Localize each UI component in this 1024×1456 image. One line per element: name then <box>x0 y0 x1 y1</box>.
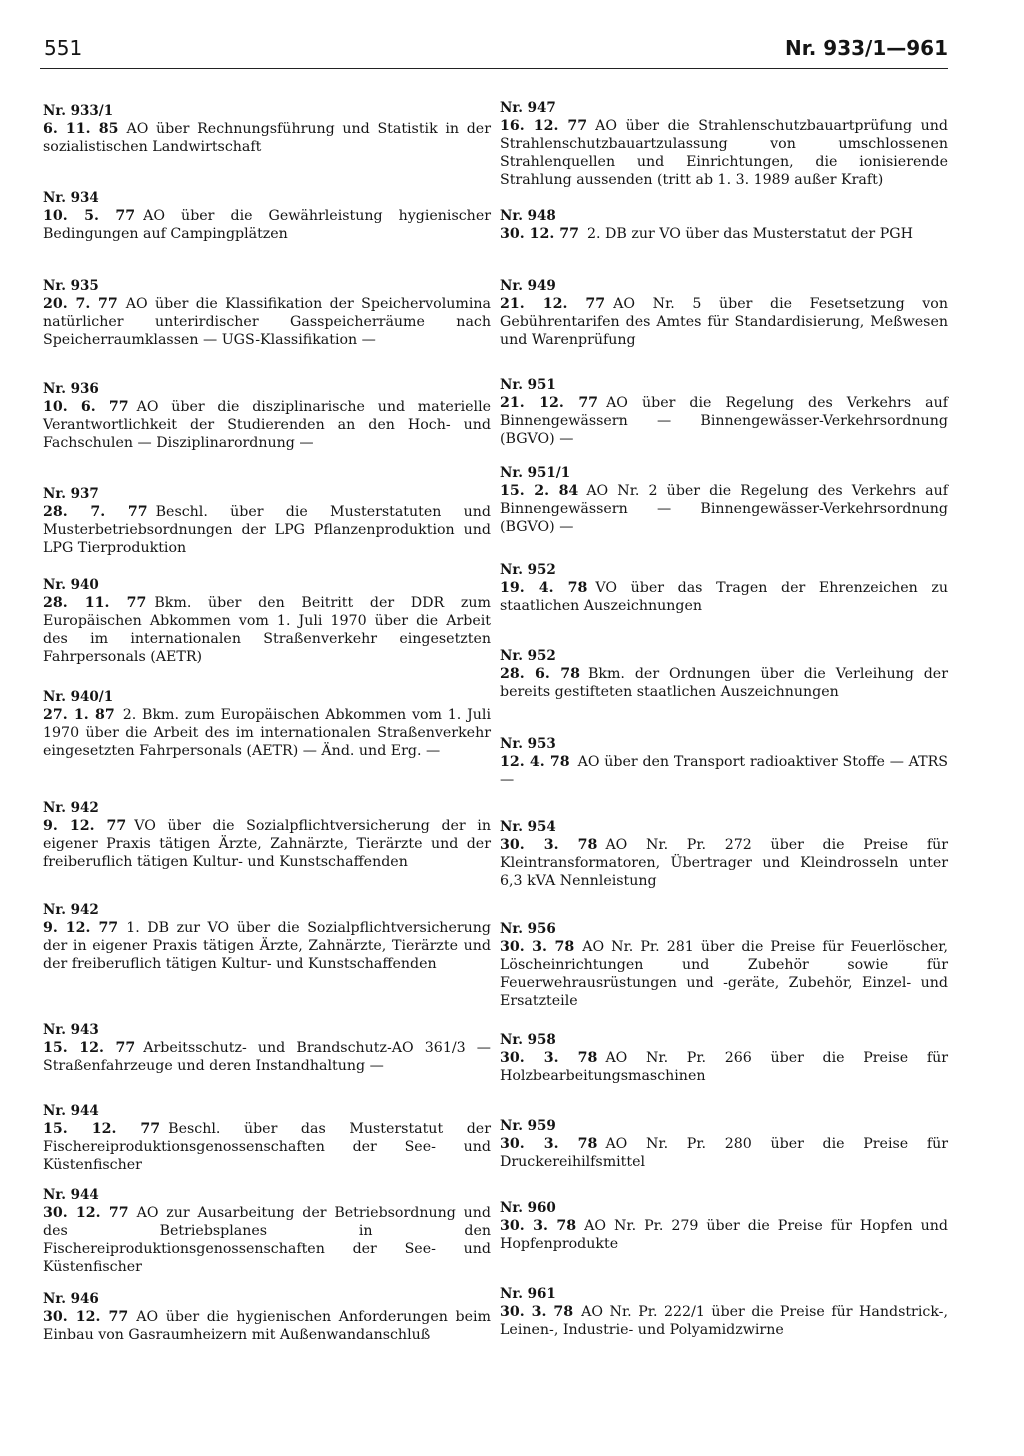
entry-number: Nr. 937 <box>43 486 99 502</box>
entry-text: AO Nr. 2 über die Regelung des Verkehrs auf Binnengewässern — Binnengewässer-Verkehrsordnung (BGVO) — <box>500 483 948 535</box>
entry-text: AO über Rechnungsführung und Statistik in der sozialistischen Landwirtschaft <box>43 121 491 155</box>
entry-body <box>43 295 491 349</box>
entry-date: 27. 1. 87 <box>43 707 115 723</box>
entry-body <box>43 1204 491 1276</box>
entry-date: 28. 11. 77 <box>43 595 147 611</box>
entry-date: 30. 3. 78 <box>500 939 575 955</box>
entry-date: 30. 3. 78 <box>500 1218 577 1234</box>
entry <box>43 485 491 557</box>
entry-body <box>43 398 491 452</box>
entry-text: AO über die Gewährleistung hygienischer Bedingungen auf Campingplätzen <box>43 208 491 242</box>
entry-date: 21. 12. 77 <box>500 395 599 411</box>
entry-date: 10. 5. 77 <box>43 208 136 224</box>
entry-text: Beschl. über das Musterstatut der Fischereiproduktionsgenossenschaften der See- und Küstenfischer <box>43 1121 491 1173</box>
entry <box>43 189 491 243</box>
entry-text: 2. DB zur VO über das Musterstatut der PGH <box>587 226 913 242</box>
entry <box>43 1102 491 1174</box>
entry-text: 2. Bkm. zum Europäischen Abkommen vom 1. Juli 1970 über die Arbeit des im internationalen Straßenverkehr eingesetzten Fahrpersonals (AETR) — Änd. und Erg. — <box>43 707 491 759</box>
entry-body <box>43 1120 491 1174</box>
entry <box>43 576 491 666</box>
entry-date: 30. 3. 78 <box>500 1304 574 1320</box>
entry-text: AO Nr. Pr. 279 über die Preise für Hopfen und Hopfenprodukte <box>500 1218 948 1252</box>
entry-date: 15. 12. 77 <box>43 1121 161 1137</box>
entry-date: 15. 12. 77 <box>43 1040 136 1056</box>
entry <box>43 1290 491 1344</box>
entry-body <box>500 117 948 189</box>
entry-text: Bkm. der Ordnungen über die Verleihung der bereits gestifteten staatlichen Auszeichnungen <box>500 666 948 700</box>
entry-date: 20. 7. 77 <box>43 296 118 312</box>
entry <box>500 561 948 615</box>
entry-number: Nr. 935 <box>43 278 99 294</box>
entry-number: Nr. 943 <box>43 1022 99 1038</box>
entry <box>500 1285 948 1339</box>
entry-body <box>43 1039 491 1075</box>
entry-text: AO über die disziplinarische und materielle Verantwortlichkeit der Studierenden an den Hoch- und Fachschulen — Disziplinarordnung — <box>43 399 492 451</box>
entry <box>43 380 491 452</box>
entry <box>500 376 948 448</box>
entry-body <box>500 295 948 349</box>
entry-text: AO Nr. 5 über die Fesetsetzung von Gebührentarifen des Amtes für Standardisierung, Meßwesen und Warenprüfung <box>500 296 948 348</box>
entry <box>500 207 948 243</box>
entry-date: 28. 7. 77 <box>43 504 148 520</box>
entry-body <box>500 1135 948 1171</box>
entry-body <box>43 207 491 243</box>
entry-date: 6. 11. 85 <box>43 121 119 137</box>
entry-body <box>43 1308 491 1344</box>
entry-body <box>43 594 491 666</box>
entry <box>43 901 491 973</box>
entry-text: Bkm. über den Beitritt der DDR zum Europäischen Abkommen vom 1. Juli 1970 über die Arbeit des im internationalen Straßenverkehr eingesetzten Fahrpersonals (AETR) <box>43 595 491 665</box>
entry <box>43 688 491 760</box>
entry-text: AO über die Strahlenschutzbauartprüfung und Strahlenschutzbauartzulassung von umschlossenen Strahlenquellen und Einrichtungen, die ionisierende Strahlung aussenden (tritt ab 1. 3. 1989 außer Kraft) <box>500 118 948 188</box>
entry-date: 9. 12. 77 <box>43 818 127 834</box>
entry-date: 16. 12. 77 <box>500 118 588 134</box>
entry <box>500 818 948 890</box>
page-header <box>0 0 1024 80</box>
entry-body <box>43 919 491 973</box>
entry-body <box>43 706 491 760</box>
entry-number: Nr. 951/1 <box>500 465 571 481</box>
entry <box>43 799 491 871</box>
entry-date: 12. 4. 78 <box>500 754 570 770</box>
entry-date: 15. 2. 84 <box>500 483 579 499</box>
entry-date: 9. 12. 77 <box>43 920 119 936</box>
entry-body <box>500 579 948 615</box>
entry-number: Nr. 960 <box>500 1200 556 1216</box>
entry-number: Nr. 934 <box>43 190 99 206</box>
entry-number: Nr. 942 <box>43 902 99 918</box>
entry <box>43 102 491 156</box>
entry-text: AO über die Regelung des Verkehrs auf Binnengewässern — Binnengewässer-Verkehrsordnung (BGVO) — <box>500 395 948 447</box>
entry-number: Nr. 942 <box>43 800 99 816</box>
entry <box>500 99 948 189</box>
entry-body <box>43 503 491 557</box>
entry-date: 30. 3. 78 <box>500 1050 598 1066</box>
entry-number: Nr. 944 <box>43 1187 99 1203</box>
entry-number: Nr. 956 <box>500 921 556 937</box>
entry-text: Beschl. über die Musterstatuten und Musterbetriebsordnungen der LPG Pflanzenproduktion und LPG Tierproduktion <box>43 504 491 556</box>
entry-text: Arbeitsschutz- und Brandschutz-AO 361/3 — Straßenfahrzeuge und deren Instandhaltung — <box>43 1040 491 1074</box>
entry-number: Nr. 940/1 <box>43 689 114 705</box>
entry <box>500 920 948 1010</box>
entry-text: AO Nr. Pr. 272 über die Preise für Kleintransformatoren, Übertrager und Kleindrosseln unter 6,3 kVA Nennleistung <box>500 837 948 889</box>
entry-date: 30. 12. 77 <box>43 1205 129 1221</box>
entry <box>500 277 948 349</box>
entry-text: 1. DB zur VO über die Sozialpflichtversicherung der in eigener Praxis tätigen Ärzte, Zahnärzte, Tierärzte und der freiberuflich tätigen Kultur- und Kunstschaffenden <box>43 920 491 972</box>
entry-date: 10. 6. 77 <box>43 399 129 415</box>
entry-date: 28. 6. 78 <box>500 666 580 682</box>
entry-number: Nr. 949 <box>500 278 556 294</box>
entry-body <box>500 394 948 448</box>
entry-date: 30. 12. 77 <box>500 226 579 242</box>
entry <box>500 735 948 789</box>
entry-text: VO über das Tragen der Ehrenzeichen zu staatlichen Auszeichnungen <box>500 580 948 614</box>
entry <box>43 1186 491 1276</box>
entry-text: AO Nr. Pr. 280 über die Preise für Druckereihilfsmittel <box>500 1136 948 1170</box>
entry-date: 30. 12. 77 <box>43 1309 129 1325</box>
entry-body <box>500 1303 948 1339</box>
entry-number: Nr. 961 <box>500 1286 556 1302</box>
entry-text: AO Nr. Pr. 266 über die Preise für Holzbearbeitungsmaschinen <box>500 1050 948 1084</box>
entry-body <box>500 665 948 701</box>
entry <box>500 1031 948 1085</box>
entry-number: Nr. 959 <box>500 1118 556 1134</box>
entry-text: AO über die Klassifikation der Speichervolumina natürlicher unterirdischer Gasspeicherräume nach Speicherraumklassen — UGS-Klassifikation — <box>43 296 491 348</box>
entry <box>500 1117 948 1171</box>
entry-number: Nr. 952 <box>500 648 556 664</box>
entry-text: AO über die hygienischen Anforderungen beim Einbau von Gasraumheizern mit Außenwandanschluß <box>43 1309 491 1343</box>
entry-number: Nr. 936 <box>43 381 99 397</box>
entry-text: AO Nr. Pr. 281 über die Preise für Feuerlöscher, Löscheinrichtungen und Zubehör sowie für Feuerwehrausrüstungen und -geräte, Zubehör, Einzel- und Ersatzteile <box>500 939 948 1009</box>
entry-number: Nr. 948 <box>500 208 556 224</box>
entry-text: VO über die Sozialpflichtversicherung der in eigener Praxis tätigen Ärzte, Zahnärzte, Tierärzte und der freiberuflich tätigen Kultur- und Kunstschaffenden <box>43 818 491 870</box>
entry-body <box>500 225 948 243</box>
entry <box>43 1021 491 1075</box>
page-number: 551 <box>44 36 83 60</box>
entry-date: 19. 4. 78 <box>500 580 588 596</box>
entry-range: Nr. 933/1—961 <box>784 36 948 60</box>
entry-number: Nr. 953 <box>500 736 556 752</box>
entry-body <box>500 1049 948 1085</box>
entry-text: AO Nr. Pr. 222/1 über die Preise für Handstrick-, Leinen-, Industrie- und Polyamidzwirne <box>500 1304 948 1338</box>
entry-number: Nr. 958 <box>500 1032 556 1048</box>
entry-number: Nr. 951 <box>500 377 556 393</box>
entry-number: Nr. 933/1 <box>43 103 114 119</box>
entry <box>500 464 948 536</box>
entry-number: Nr. 947 <box>500 100 556 116</box>
entry-body <box>43 120 491 156</box>
entry-date: 21. 12. 77 <box>500 296 606 312</box>
entry-number: Nr. 946 <box>43 1291 99 1307</box>
entry-text: AO zur Ausarbeitung der Betriebsordnung und des Betriebsplanes in den Fischereiproduktionsgenossenschaften der See- und Küstenfischer <box>43 1205 491 1275</box>
entry-date: 30. 3. 78 <box>500 837 598 853</box>
entry-number: Nr. 944 <box>43 1103 99 1119</box>
entry <box>500 647 948 701</box>
entry-body <box>500 753 948 789</box>
entry-number: Nr. 954 <box>500 819 556 835</box>
header-rule <box>40 68 948 69</box>
entry-number: Nr. 940 <box>43 577 99 593</box>
entry-body <box>500 836 948 890</box>
entry-number: Nr. 952 <box>500 562 556 578</box>
entry <box>500 1199 948 1253</box>
entry-body <box>500 938 948 1010</box>
entry-text: AO über den Transport radioaktiver Stoffe — ATRS — <box>500 754 948 788</box>
entry <box>43 277 491 349</box>
entry-body <box>500 482 948 536</box>
entry-body <box>43 817 491 871</box>
entry-date: 30. 3. 78 <box>500 1136 598 1152</box>
entry-body <box>500 1217 948 1253</box>
